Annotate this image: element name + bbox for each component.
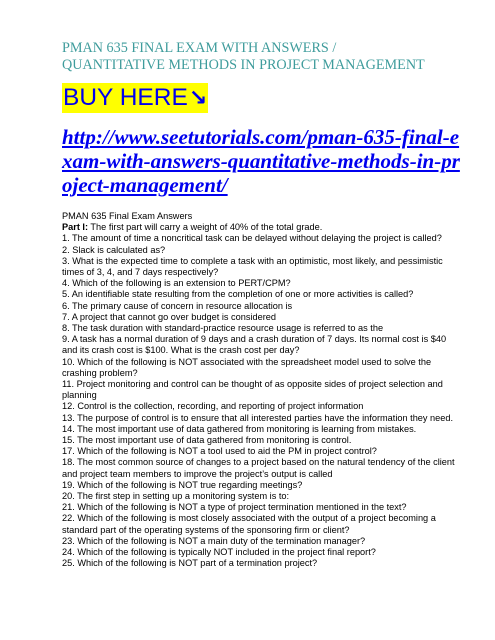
question-item: 2. Slack is calculated as? <box>62 244 166 255</box>
question-item: 11. Project monitoring and control can be thought of as opposite sides of project selection and planning <box>62 379 443 401</box>
buy-here-button[interactable] <box>62 83 208 113</box>
question-item: 6. The primary cause of concern in resource allocation is <box>62 300 293 311</box>
question-item: 9. A task has a normal duration of 9 days and a crash duration of 7 days. Its normal cost is $40 and its crash cost is $100. What is the crash cost per day? <box>62 334 447 356</box>
question-item: 17. Which of the following is NOT a tool used to aid the PM in project control? <box>62 446 377 457</box>
question-item: 22. Which of the following is most closely associated with the output of a project becoming a standard part of the operating systems of the sponsoring firm or client? <box>62 513 436 535</box>
product-link[interactable]: http://www.seetutorials.com/pman-635-final-exam-with-answers-quantitative-methods-in-project-management/ <box>62 125 460 197</box>
question-item: 7. A project that cannot go over budget is considered <box>62 311 277 322</box>
question-item: 23. Which of the following is NOT a main duty of the termination manager? <box>62 535 366 546</box>
part-label: Part I: <box>62 222 89 233</box>
question-item: 10. Which of the following is NOT associated with the spreadsheet model used to solve the crashing problem? <box>62 356 432 378</box>
exam-heading: PMAN 635 Final Exam Answers <box>62 211 193 221</box>
question-list <box>62 233 462 569</box>
question-item: 15. The most important use of data gathered from monitoring is control. <box>62 435 352 446</box>
question-item: 20. The first step in setting up a monitoring system is to: <box>62 491 290 502</box>
question-item: 4. Which of the following is an extension to PERT/CPM? <box>62 278 291 289</box>
document-page <box>62 40 462 570</box>
question-item: 18. The most common source of changes to a project based on the natural tendency of the client and project team members to improve the project’s output is called <box>62 457 455 479</box>
question-item: 21. Which of the following is NOT a type of project termination mentioned in the text? <box>62 502 407 513</box>
document-title-line-1: PMAN 635 FINAL EXAM WITH ANSWERS / <box>62 40 337 56</box>
part-intro <box>62 222 462 233</box>
buy-here-label: BUY HERE <box>63 84 188 111</box>
question-item: 24. Which of the following is typically NOT included in the project final report? <box>62 547 376 558</box>
question-item: 3. What is the expected time to complete a task with an optimistic, most likely, and pessimistic times of 3, 4, and 7 days respectively? <box>62 255 443 278</box>
question-item: 14. The most important use of data gathered from monitoring is learning from mistakes. <box>62 423 417 434</box>
document-title-line-2: QUANTITATIVE METHODS IN PROJECT MANAGEMENT <box>62 57 425 73</box>
arrow-down-right-icon: ↘ <box>188 85 208 110</box>
question-item: 19. Which of the following is NOT true regarding meetings? <box>62 479 303 490</box>
question-item: 25. Which of the following is NOT part of a termination project? <box>62 558 318 569</box>
question-item: 12. Control is the collection, recording, and reporting of project information <box>62 401 364 412</box>
question-item: 8. The task duration with standard-practice resource usage is referred to as the <box>62 323 384 334</box>
question-item: 1. The amount of time a noncritical task can be delayed without delaying the project is called? <box>62 233 442 244</box>
part-text: The first part will carry a weight of 40% of the total grade. <box>88 222 323 233</box>
question-item: 13. The purpose of control is to ensure that all interested parties have the information they need. <box>62 412 454 423</box>
exam-content <box>62 211 462 570</box>
question-item: 5. An identifiable state resulting from the completion of one or more activities is called? <box>62 289 414 300</box>
